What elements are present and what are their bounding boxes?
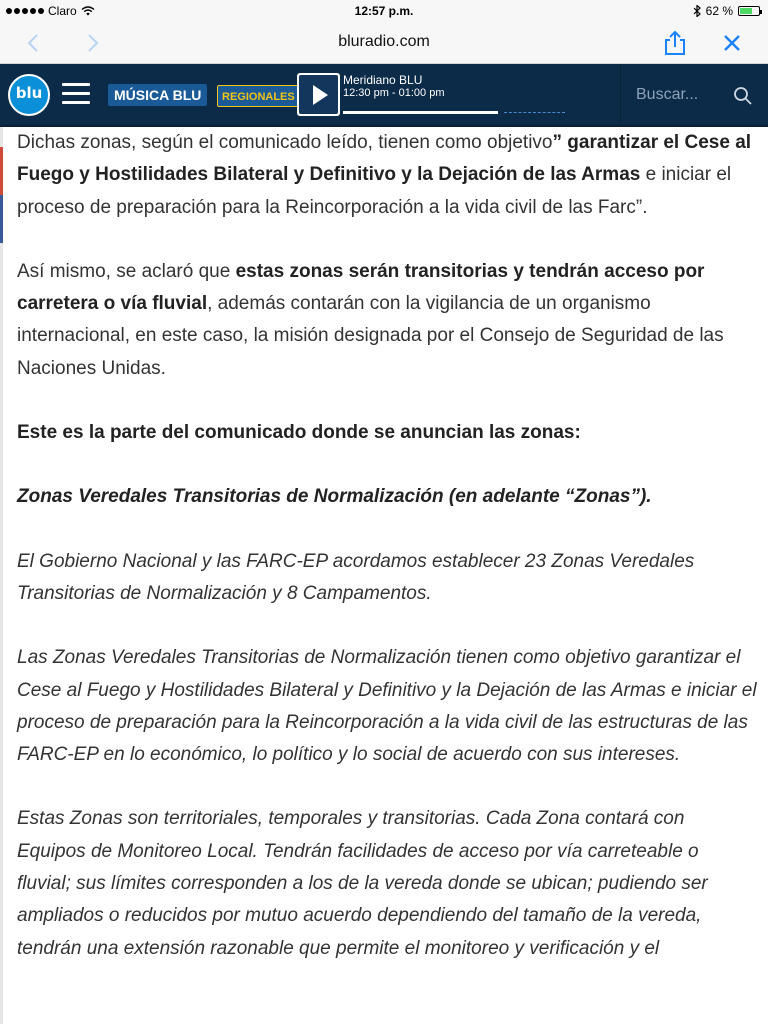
address-bar[interactable]: bluradio.com [338,33,430,50]
text-run: Dichas zonas, según el comunicado leído, tienen como objetivo [17,132,553,153]
battery-percent: 62 % [705,4,733,18]
text-run: e iniciar el proceso de preparación para la Reincorporación a la vida civil de las Farc”. [17,164,732,218]
search-icon[interactable] [733,86,753,106]
close-icon[interactable] [720,31,744,55]
logo-text: blu [15,84,43,102]
text-run: , además contarán con la vigilancia de un organismo internacional, en este caso, la misión designada por el Consejo de Seguridad de las Naciones Unidas. [17,293,724,379]
bold-text: ” garantizar el Cese al Fuego y Hostilidades Bilateral y Definitivo y la Dejación de las Armas [17,132,752,186]
carrier-name: Claro [48,4,77,18]
bold-italic-heading: Zonas Veredales Transitorias de Normalización (en adelante “Zonas”). [17,486,652,508]
regionales-label: REGIONALES [222,91,295,103]
blu-radio-logo[interactable] [8,74,50,116]
bold-text: estas zonas serán transitorias y tendrán acceso por carretera o vía fluvial [17,260,705,315]
progress-fill [343,111,498,114]
program-name: Meridiano BLU [343,73,423,87]
musica-blu-button[interactable]: MÚSICA BLU [108,84,207,106]
progress-remaining [504,112,565,113]
article-body [17,127,757,997]
paragraph [17,481,757,513]
bluetooth-icon [693,5,701,17]
program-progress-bar [343,111,565,114]
play-icon [313,85,328,105]
divider [620,64,621,127]
paragraph [17,127,757,224]
program-time: 12:30 pm - 01:00 pm [343,87,445,99]
share-strip [0,127,3,1024]
hamburger-menu-icon[interactable] [62,83,90,105]
search-input[interactable] [628,82,728,108]
paragraph: Las Zonas Veredales Transitorias de Normalización tienen como objetivo garantizar el Cese al Fuego y Hostilidades Bilateral y Definitivo y la Dejación de las Armas e iniciar el proceso de preparación para la Reincorporación a la vida civil de las estructuras de las FARC-EP en lo económico, lo político y lo social de acuerdo con sus intereses. [17,647,757,766]
share-icon[interactable] [662,30,688,56]
status-right [693,4,760,18]
battery-level [740,8,752,14]
clock: 12:57 p.m. [354,4,414,18]
paragraph: El Gobierno Nacional y las FARC-EP acordamos establecer 23 Zonas Veredales Transitorias de Normalización y 8 Campamentos. [17,550,695,604]
paragraph [17,256,757,385]
status-bar [0,0,768,22]
paragraph [17,417,757,449]
bold-text: Este es la parte del comunicado donde se anuncian las zonas: [17,422,581,444]
play-button[interactable] [297,73,340,116]
paragraph: Estas Zonas son territoriales, temporales y transitorias. Cada Zona contará con Equipos de Monitoreo Local. Tendrán facilidades de acceso por vía carreteable o fluvial; sus límites corresponden a los de la vereda donde se ubican; pudiendo ser ampliados o reducidos por mutuo acuerdo dependiendo del tamaño de la vereda, tendrán una extensión razonable que permite el monitoreo y verificación y el [17,808,708,959]
share-strip-segment [0,195,3,243]
text-run: Así mismo, se aclaró que [17,260,236,282]
battery-icon [738,6,760,16]
site-header [0,64,768,127]
share-strip-segment [0,147,3,195]
browser-toolbar [0,22,768,64]
